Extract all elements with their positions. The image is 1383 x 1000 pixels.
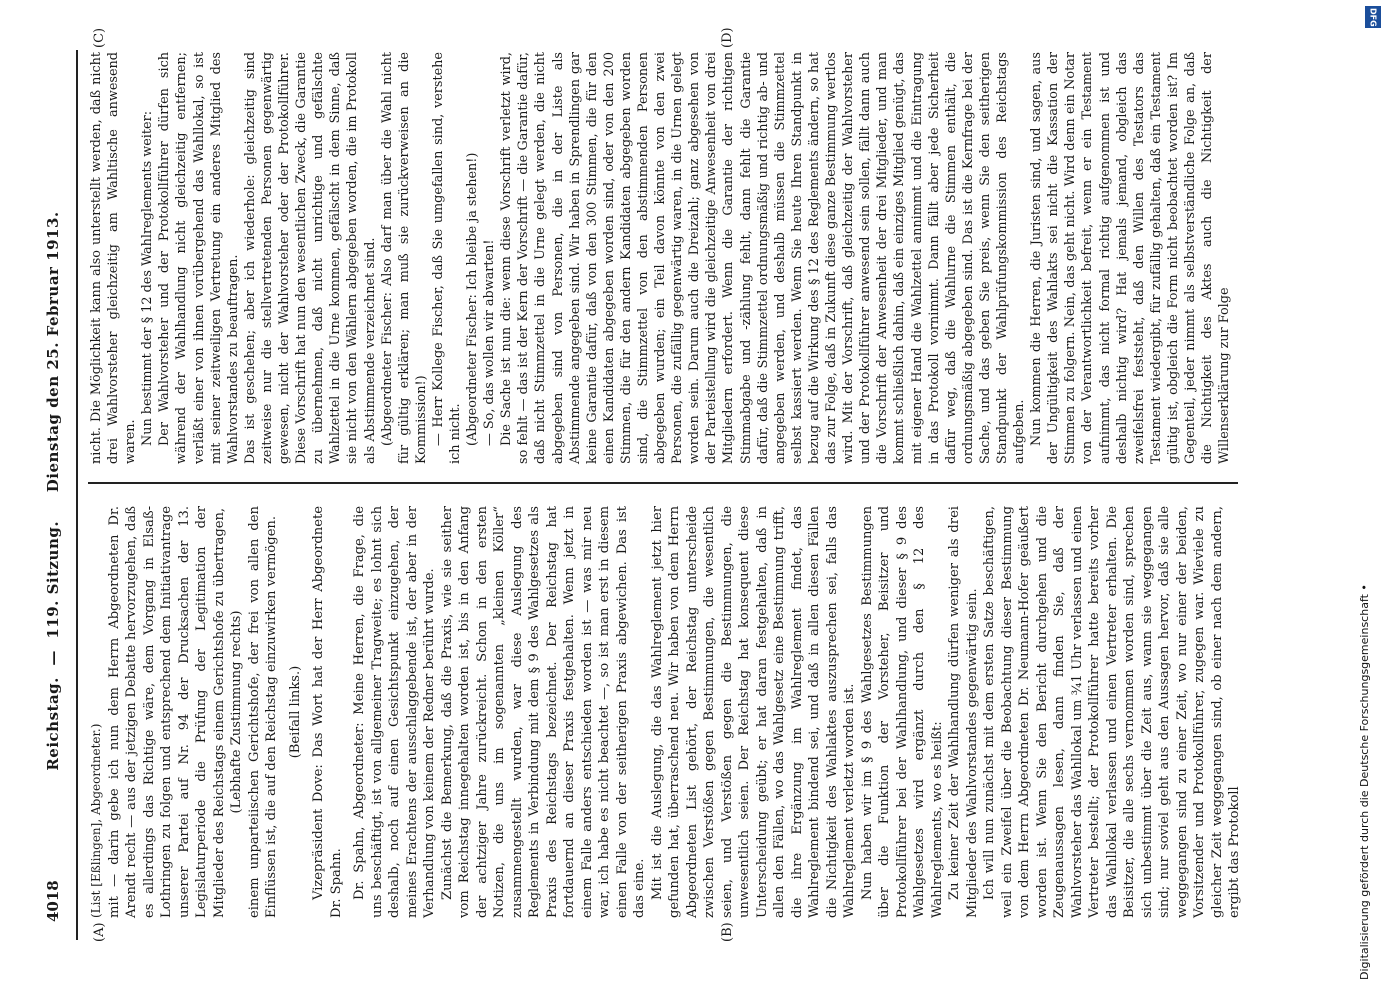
right-column-paragraph: Die Sache ist nun die: wenn diese Vorschrift verletzt wird, so fehlt — das ist der Kern der Vorschrift — die Garantie dafür, daß nicht Stimmzettel in die Urne gelegt werden, die nicht abgegeben sind von Personen, die in der Liste als Abstimmende angegeben sind. Wir haben in Sprendlingen gar keine Garantie dafür, daß von den 300 Stimmen, die für den einen Kandidaten abgegeben worden sind, oder von den 200 Stimmen, die für den andern Kandidaten abgegeben worden sind, die Stimmzettel von den abstimmenden Personen abgegeben wurden; ein Teil davon könnte von den zwei Personen, die zufällig gegenwärtig waren, in die Urnen gelegt worden sein. Darum auch die Dreizahl; ganz abgesehen von der Parteistellung wird die gleichzeitige Anwesenheit von drei Mitgliedern erfordert. Wenn die Garantie der richtigen Stimmabgabe und -zählung fehlt, dann fehlt die Garantie dafür, daß die Stimmzettel ordnungsmäßig und richtig ab- und angegeben werden, und deshalb müssen die Stimmzettel selbst kassiert werden. Wenn Sie heute Ihren Standpunkt in bezug auf die Wirkung des § 12 des Reglements ändern, so hat das zur Folge, daß in Zukunft diese ganze Bestimmung wertlos wird. Mit der Vorschrift, daß gleichzeitig der Wahlvorsteher und der Protokollführer anwesend sein sollen, fällt dann auch die Vorschrift der Anwesenheit der drei Mitglieder, und man kommt schließlich dahin, daß ein einziges Mitglied genügt, das mit eigener Hand die Wahlzettel annimmt und die Eintragung in das Protokoll vornimmt. Dann fällt aber jede Sicherheit dafür weg, daß die Wahlurne die Stimmen enthält, die ordnungsmäßig abgegeben sind. Das ist die Kernfrage bei der Sache, und das geben Sie preis, wenn Sie den seitherigen Standpunkt der Wahlprüfungskommission des Reichstags aufgeben. xyxy=(499,52,1028,464)
left-column-paragraph: (List [Eßlingen], Abgeordneter.) xyxy=(89,723,103,918)
left-column-paragraph: Nun haben wir im § 9 des Wahlgesetzes Bestimmungen über die Funktion der Vorsteher, Beisitzer und Protokollführer bei der Wahlhandlung, und dieser § 9 des Wahlgesetzes wird ergänzt durch den § 12 des Wahlreglements, wo es heißt: xyxy=(859,506,945,918)
header-date: Dienstag den 25. Februar 1913. xyxy=(44,211,62,493)
right-column-paragraph: — So, das wollen wir abwarten! xyxy=(482,239,498,446)
dfg-logo: DFG xyxy=(1365,6,1381,28)
column-divider xyxy=(88,482,1238,484)
right-column-paragraph: — Herr Kollege Fischer, daß Sie umgefallen sind, verstehe ich nicht. xyxy=(430,52,463,464)
left-column-paragraph: Vizepräsident Dove: Das Wort hat der Herr Abgeordnete Dr. Spahn. xyxy=(311,506,344,918)
running-head xyxy=(44,60,62,922)
right-column-paragraph: (Abgeordneter Fischer: Also darf man über die Wahl nicht für gültig erklären; man muß sie zurückverweisen an die Kommission!) xyxy=(379,52,429,464)
right-column-paragraph: Das ist geschehen; aber ich wiederhole: gleichzeitig sind zeitweise nur die stellvertretenden Personen gegenwärtig gewesen, nicht der Wahlvorsteher oder der Protokollführer. Diese Vorschrift hat nun den wesentlichen Zweck, die Garantie zu übernehmen, daß nicht unrichtige und gefälschte Wahlzettel in die Urne kommen, gefälscht in dem Sinne, daß sie nicht von den Wählern abgegeben worden, die im Protokoll als Abstimmende verzeichnet sind. xyxy=(242,52,378,464)
left-column-paragraph: (Beifall links.) xyxy=(287,665,303,759)
right-column-paragraph: Nun bestimmt der § 12 des Wahlreglements weiter: xyxy=(140,110,156,446)
credit-text: Digitalisierung gefördert durch die Deutsche Forschungsgemeinschaft • xyxy=(1358,584,1371,980)
left-column-paragraph: Mit ist die Auslegung, die das Wahlreglement jetzt hier gefunden hat, überraschend neu. Wir haben von dem Herrn Abgeordneten List gehört, der Reichstag unterscheide zwischen Verstößen gegen Bestimmungen, die wesentlich seien, und Verstößen gegen die Bestimmungen, die unwesentlich seien. Der Reichstag hat konsequent diese Unterscheidung geübt; er hat daran festgehalten, daß in allen den Fällen, wo das Wahlgesetz eine Bestimmung trifft, die ihre Ergänzung im Wahlreglement findet, das Wahlreglement bindend sei, und daß in allen diesen Fällen die Nichtigkeit des Wahlaktes auszusprechen sei, falls das Wahlreglement verletzt worden ist. xyxy=(649,506,857,918)
page-header xyxy=(40,60,70,922)
left-column-paragraph: Dr. Spahn, Abgeordneter: Meine Herren, die Frage, die uns beschäftigt, ist von allgemeiner Tragweite; es lohnt sich deshalb, noch auf einen Gesichtspunkt einzugehen, der meines Erachtens der ausschlaggebende ist, der aber in der Verhandlung von keinem der Redner berührt wurde. xyxy=(352,506,437,918)
header-session: 119. Sitzung. xyxy=(44,520,62,639)
right-column-paragraph: (Abgeordneter Fischer: Ich bleibe ja stehen!) xyxy=(465,152,481,446)
right-column xyxy=(88,52,1233,464)
left-column xyxy=(88,506,1244,918)
right-column-paragraph: Nun kommen die Herren, die Juristen sind, und sagen, aus der Ungültigkeit des Wahlakts sei nicht die Kassation der Stimmen zu folgern. Nein, das geht nicht. Wird denn ein Notar von der Verantwortlichkeit befreit, wenn er ein Testament aufnimmt, das nicht formal richtig aufgenommen ist und deshalb nichtig wird? Hat jemals jemand, obgleich das zweifelsfrei feststeht, daß den Willen des Testators das Testament wiedergibt, für zufällig gehalten, daß ein Testament gültig ist, obgleich die Form nicht beobachtet worden ist? Im Gegenteil, jeder nimmt als selbstverständliche Folge an, daß die Nichtigkeit des Aktes auch die Nichtigkeit der Willenserklärung zur Folge xyxy=(1029,52,1233,464)
header-rule xyxy=(76,50,78,940)
margin-mark-c: (C) xyxy=(92,27,107,48)
margin-mark-b: (B) xyxy=(720,922,735,942)
left-column-paragraph: Zunächst die Bemerkung, daß die Praxis, wie sie seither vom Reichstag innegehalten worden ist, bis in den Anfang der achtziger Jahre zurückreicht. Schon in den ersten Notizen, die uns im sogenannten „kleinen Köller“ zusammengestellt wurden, war diese Auslegung des Reglements in Verbindung mit dem § 9 des Wahlgesetzes als Praxis des Reichstags bezeichnet. Der Reichstag hat fortdauernd an dieser Praxis festgehalten. Wenn jetzt in einem Falle anders entschieden worden ist — was mir neu war, ich habe es nicht beachtet —, so ist man erst in diesem einen Falle von der seitherigen Praxis abgewichen. Das ist das eine. xyxy=(439,506,647,918)
credit-strip xyxy=(1358,30,1380,980)
right-column-paragraph: Der Wahlvorsteher und der Protokollführer dürfen sich während der Wahlhandlung nicht gleichzeitig entfernen; verläßt einer von ihnen vorübergehend das Wahllokal, so ist mit seiner zeitweiligen Vertretung ein anderes Mitglied des Wahlvorstandes zu beauftragen. xyxy=(157,52,241,464)
header-sep: — xyxy=(44,650,62,666)
left-column-paragraph: (Lebhafte Zustimmung rechts) xyxy=(229,610,244,814)
page-number: 4018 xyxy=(44,880,62,922)
left-column-paragraph: einem unparteiischen Gerichtshofe, der frei von allen den Einflüssen ist, die auf den Reichstag einzuwirken vermögen. xyxy=(246,506,279,918)
margin-mark-a: (A) xyxy=(92,922,107,942)
left-column-paragraph: Ich will nun zunächst mit dem ersten Satze beschäftigen, weil ein Zweifel über die Beobachtung dieser Bestimmung von dem Herrn Abgeordneten Dr. Neumann-Hofer geäußert worden ist. Wenn Sie den Bericht durchgehen und die Zeugenaussagen lesen, dann finden Sie, daß der Wahlvorsteher das Wahllokal um ¾1 Uhr verlassen und einen Vertreter bestellt; der Protokollführer hatte bereits vorher das Wahllokal verlassen und einen Vertreter erhalten. Die Beisitzer, die alle sechs vernommen worden sind, sprechen sich unbestimmt über die Zeit aus, wann sie weggegangen sind; nur soviel geht aus den Aussagen hervor, daß sie alle weggegangen sind zu einer Zeit, wo nur einer der beiden, Vorsitzender und Protokollführer, zugegen war. Wieviele zu gleicher Zeit weggegangen sind, ob einer nach dem andern, ergibt das Protokoll xyxy=(982,506,1242,918)
header-chamber: Reichstag. xyxy=(44,677,62,771)
margin-mark-d: (D) xyxy=(720,27,735,48)
right-column-paragraph: nicht. Die Möglichkeit kann also unterstellt werden, daß nicht drei Wahlvorsteher gleichzeitig am Wahltische anwesend waren. xyxy=(89,52,139,464)
left-column-paragraph: mit — darin gebe ich nun dem Herrn Abgeordneten Dr. Arendt recht — aus der jetzigen Debatte hervorzugehen, daß es allerdings das Richtige wäre, dem Vorgang in Elsaß-Lothringen zu folgen und entsprechend dem Initiativantrage unserer Partei auf Nr. 94 der Drucksachen der 13. Legislaturperiode die Prüfung der Legitimation der Mitglieder des Reichstags einem Gerichtshofe zu übertragen, xyxy=(106,506,227,918)
left-column-paragraph: Zu keiner Zeit der Wahlhandlung dürfen weniger als drei Mitglieder des Wahlvorstandes gegenwärtig sein. xyxy=(947,506,980,918)
